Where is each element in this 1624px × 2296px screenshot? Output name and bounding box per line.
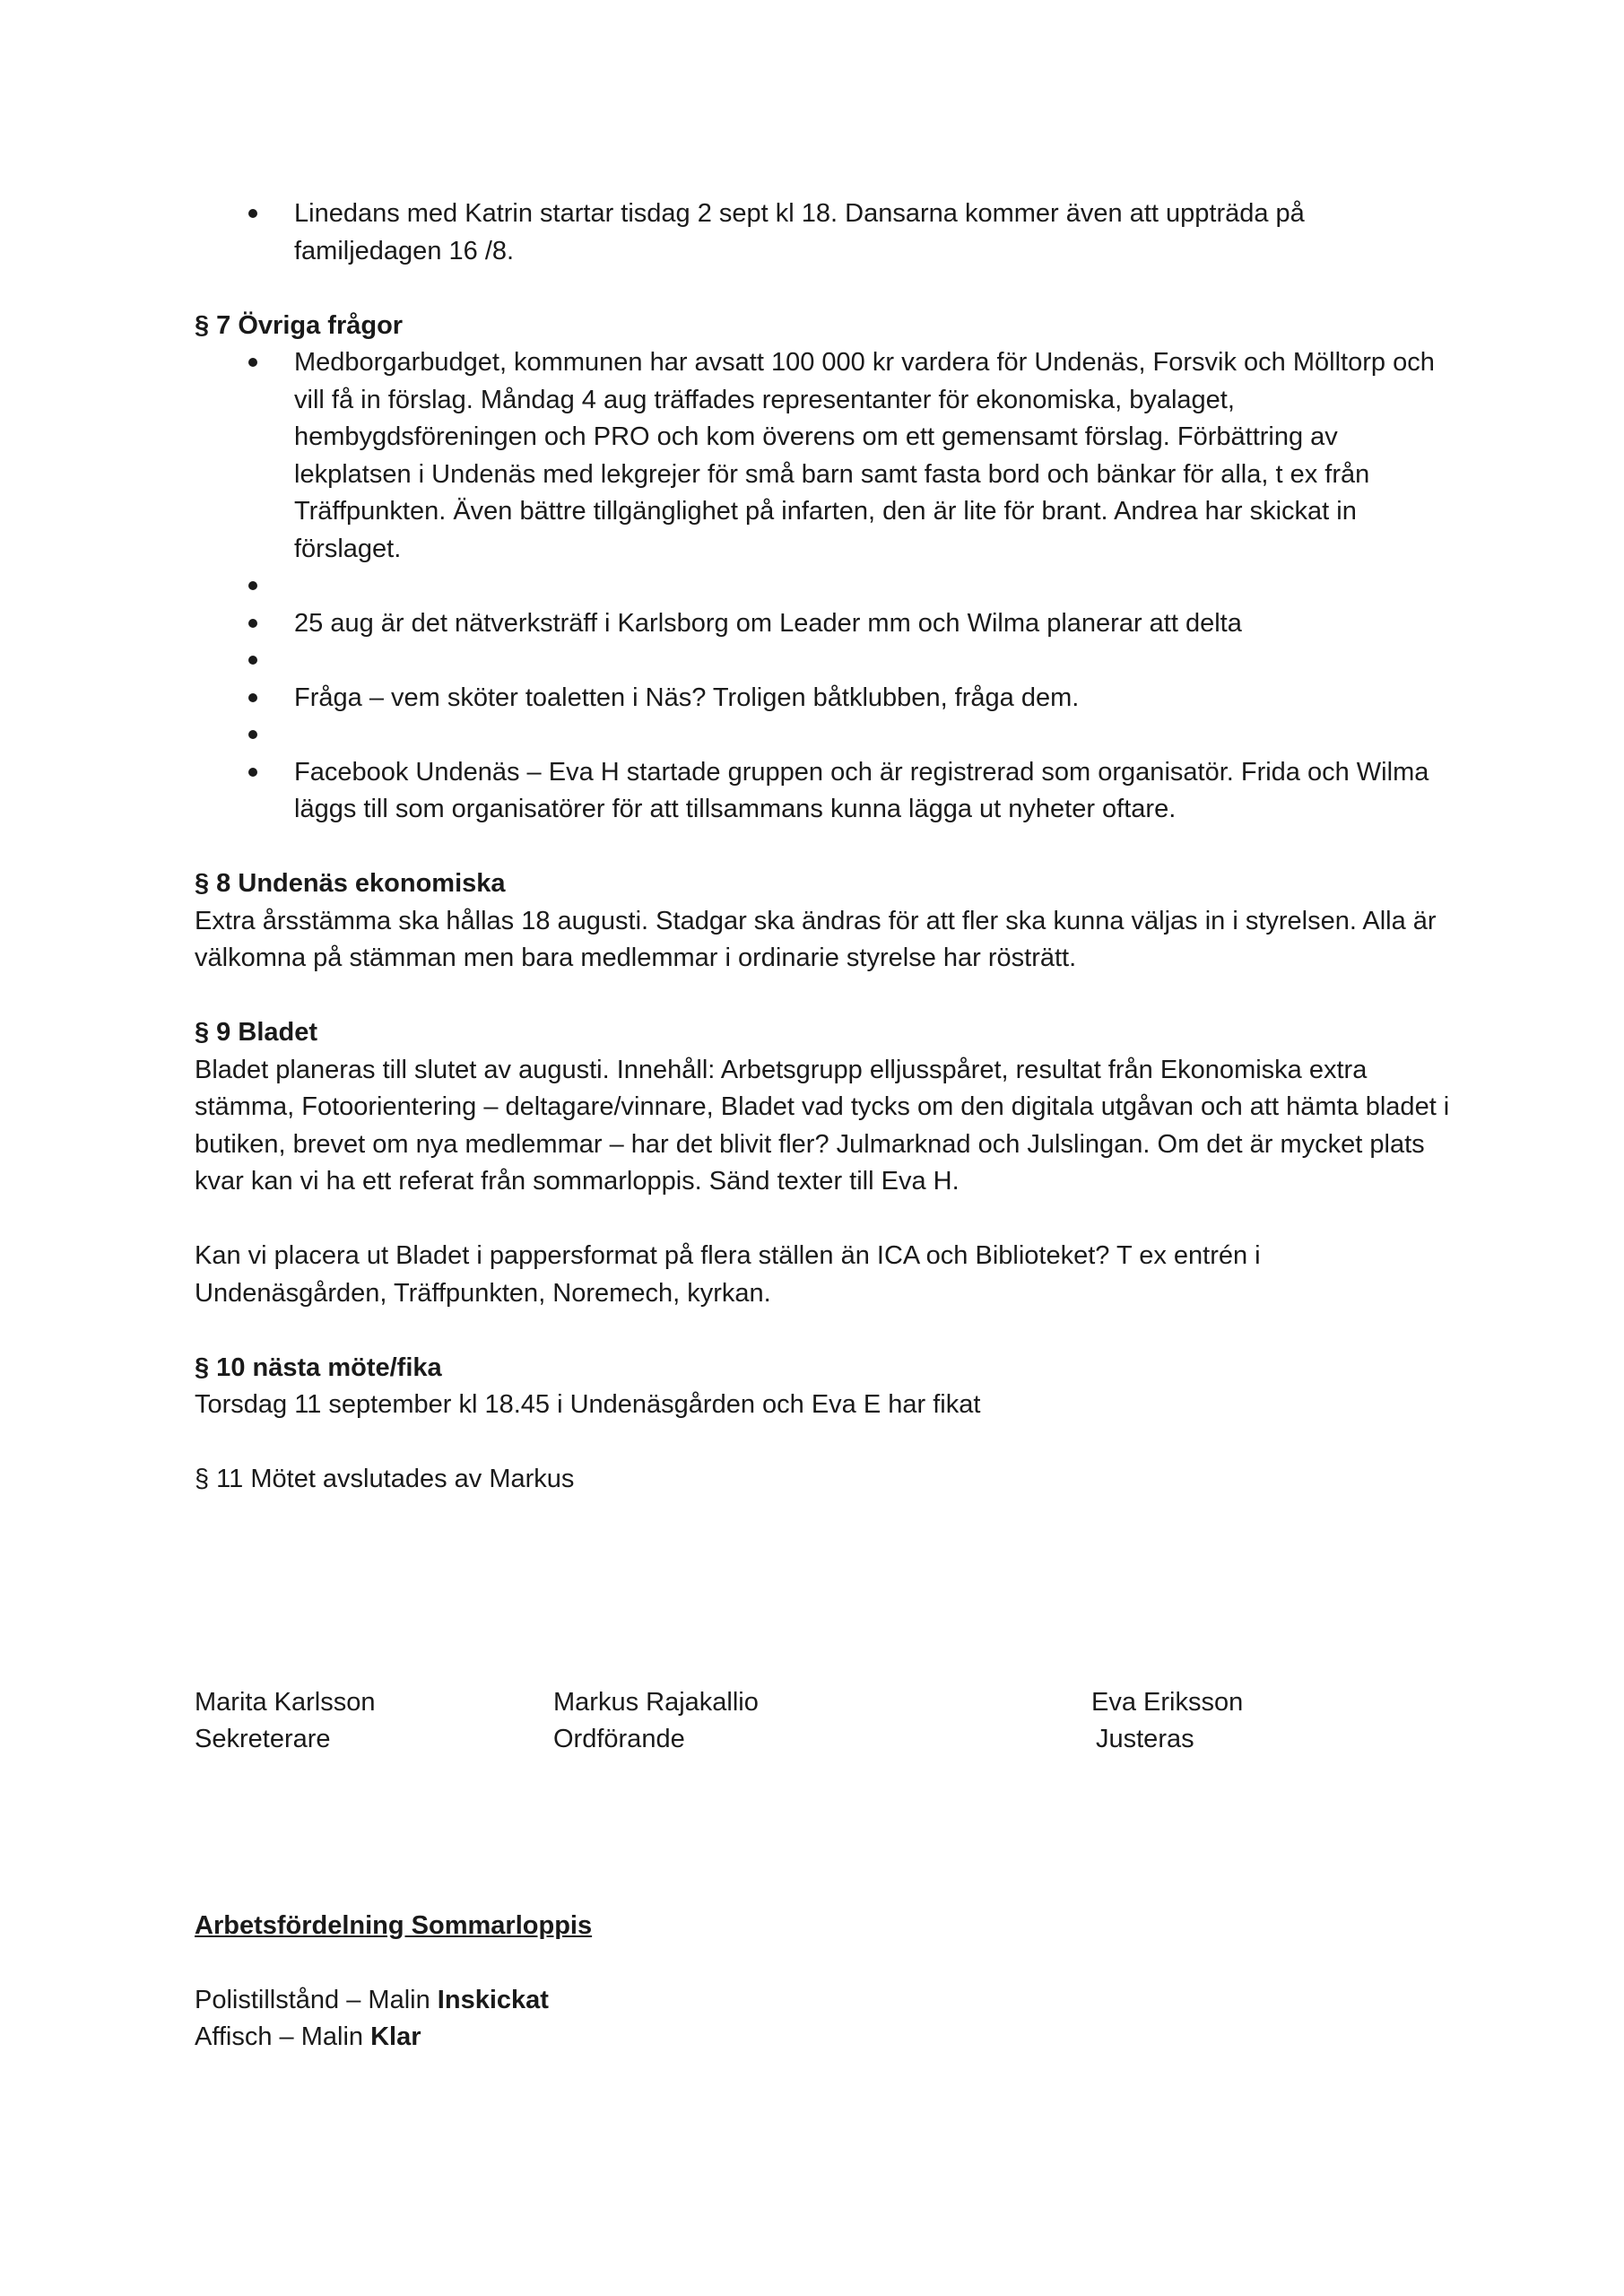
section-11-text: § 11 Mötet avslutades av Markus [195,1465,575,1493]
section-9-paragraph-1: Bladet planeras till slutet av augusti. Innehåll: Arbetsgrupp elljusspåret, resultat från Ekonomiska extra stämma, Fotoorientering – deltagare/vinnare, Bladet vad tycks om den digitala utgåvan och att hämta bladet i butiken, brevet om nya medlemmar – har det blivit fler? Julmarknad och Julslingan. Om det är mycket plats kvar kan vi ha ett referat från sommarloppis. Sänd texter till Eva H. [195,1055,1450,1196]
signature-chair [553,1684,759,1759]
list-item: Linedans med Katrin startar tisdag 2 sept kl 18. Dansarna kommer även att uppträda på familjedagen 16 /8. [195,196,1459,270]
section-8-heading: § 8 Undenäs ekonomiska [195,869,506,898]
work-division-heading: Arbetsfördelning Sommarloppis [195,1910,593,1940]
section-7-bullet-list [195,344,1459,829]
task-status: Klar [370,2022,421,2051]
list-item: Medborgarbudget, kommunen har avsatt 100 000 kr vardera för Undenäs, Forsvik och Mölltorp och vill få in förslag. Måndag 4 aug träffades representanter för ekonomiska, byalaget, hembygdsföreningen och PRO och kom överens om ett gemensamt förslag. Förbättring av lekplatsen i Undenäs med lekgrejer för små barn samt fasta bord och bänkar för alla, t ex från Träffpunkten. Även bättre tillgänglighet på infarten, den är lite för brant. Andrea har skickat in förslaget. [195,344,1459,568]
section-9-paragraph-2: Kan vi placera ut Bladet i pappersformat på flera ställen än ICA och Biblioteket? T ex entrén i Undenäsgården, Träffpunkten, Noremech, kyrkan. [195,1241,1261,1308]
signature-role: Ordförande [553,1725,685,1753]
signature-role: Justeras [1096,1725,1194,1753]
section-10-text: Torsdag 11 september kl 18.45 i Undenäsgården och Eva E har fikat [195,1390,981,1419]
list-item: Fråga – vem sköter toaletten i Näs? Troligen båtklubben, fråga dem. [195,680,1459,718]
section-10-heading: § 10 nästa möte/fika [195,1352,442,1382]
list-item: Facebook Undenäs – Eva H startade gruppen och är registrerad som organisatör. Frida och Wilma läggs till som organisatörer för att tillsammans kunna lägga ut nyheter oftare. [195,754,1459,829]
signature-role: Sekreterare [195,1725,331,1753]
list-item: 25 aug är det nätverksträff i Karlsborg om Leader mm och Wilma planerar att delta [195,605,1459,643]
signature-adjuster [1091,1684,1243,1759]
signature-secretary [195,1684,375,1759]
section-7-heading: § 7 Övriga frågor [195,310,404,340]
section-9-heading: § 9 Bladet [195,1018,317,1047]
top-bullet-list [195,196,1459,270]
task-status: Inskickat [437,1985,549,2014]
signature-name: Eva Eriksson [1091,1687,1244,1717]
signature-block [195,1684,1459,1759]
signature-name: Markus Rajakallio [553,1687,759,1717]
signature-name: Marita Karlsson [195,1687,376,1717]
work-division-item: Affisch – Malin Klar [195,2022,421,2051]
work-division-item: Polistillstånd – Malin Inskickat [195,1985,549,2014]
document-body [195,196,1459,2057]
section-8-text: Extra årsstämma ska hållas 18 augusti. Stadgar ska ändras för att fler ska kunna väljas in i styrelsen. Alla är välkomna på stämman men bara medlemmar i ordinarie styrelse har rösträtt. [195,906,1437,972]
